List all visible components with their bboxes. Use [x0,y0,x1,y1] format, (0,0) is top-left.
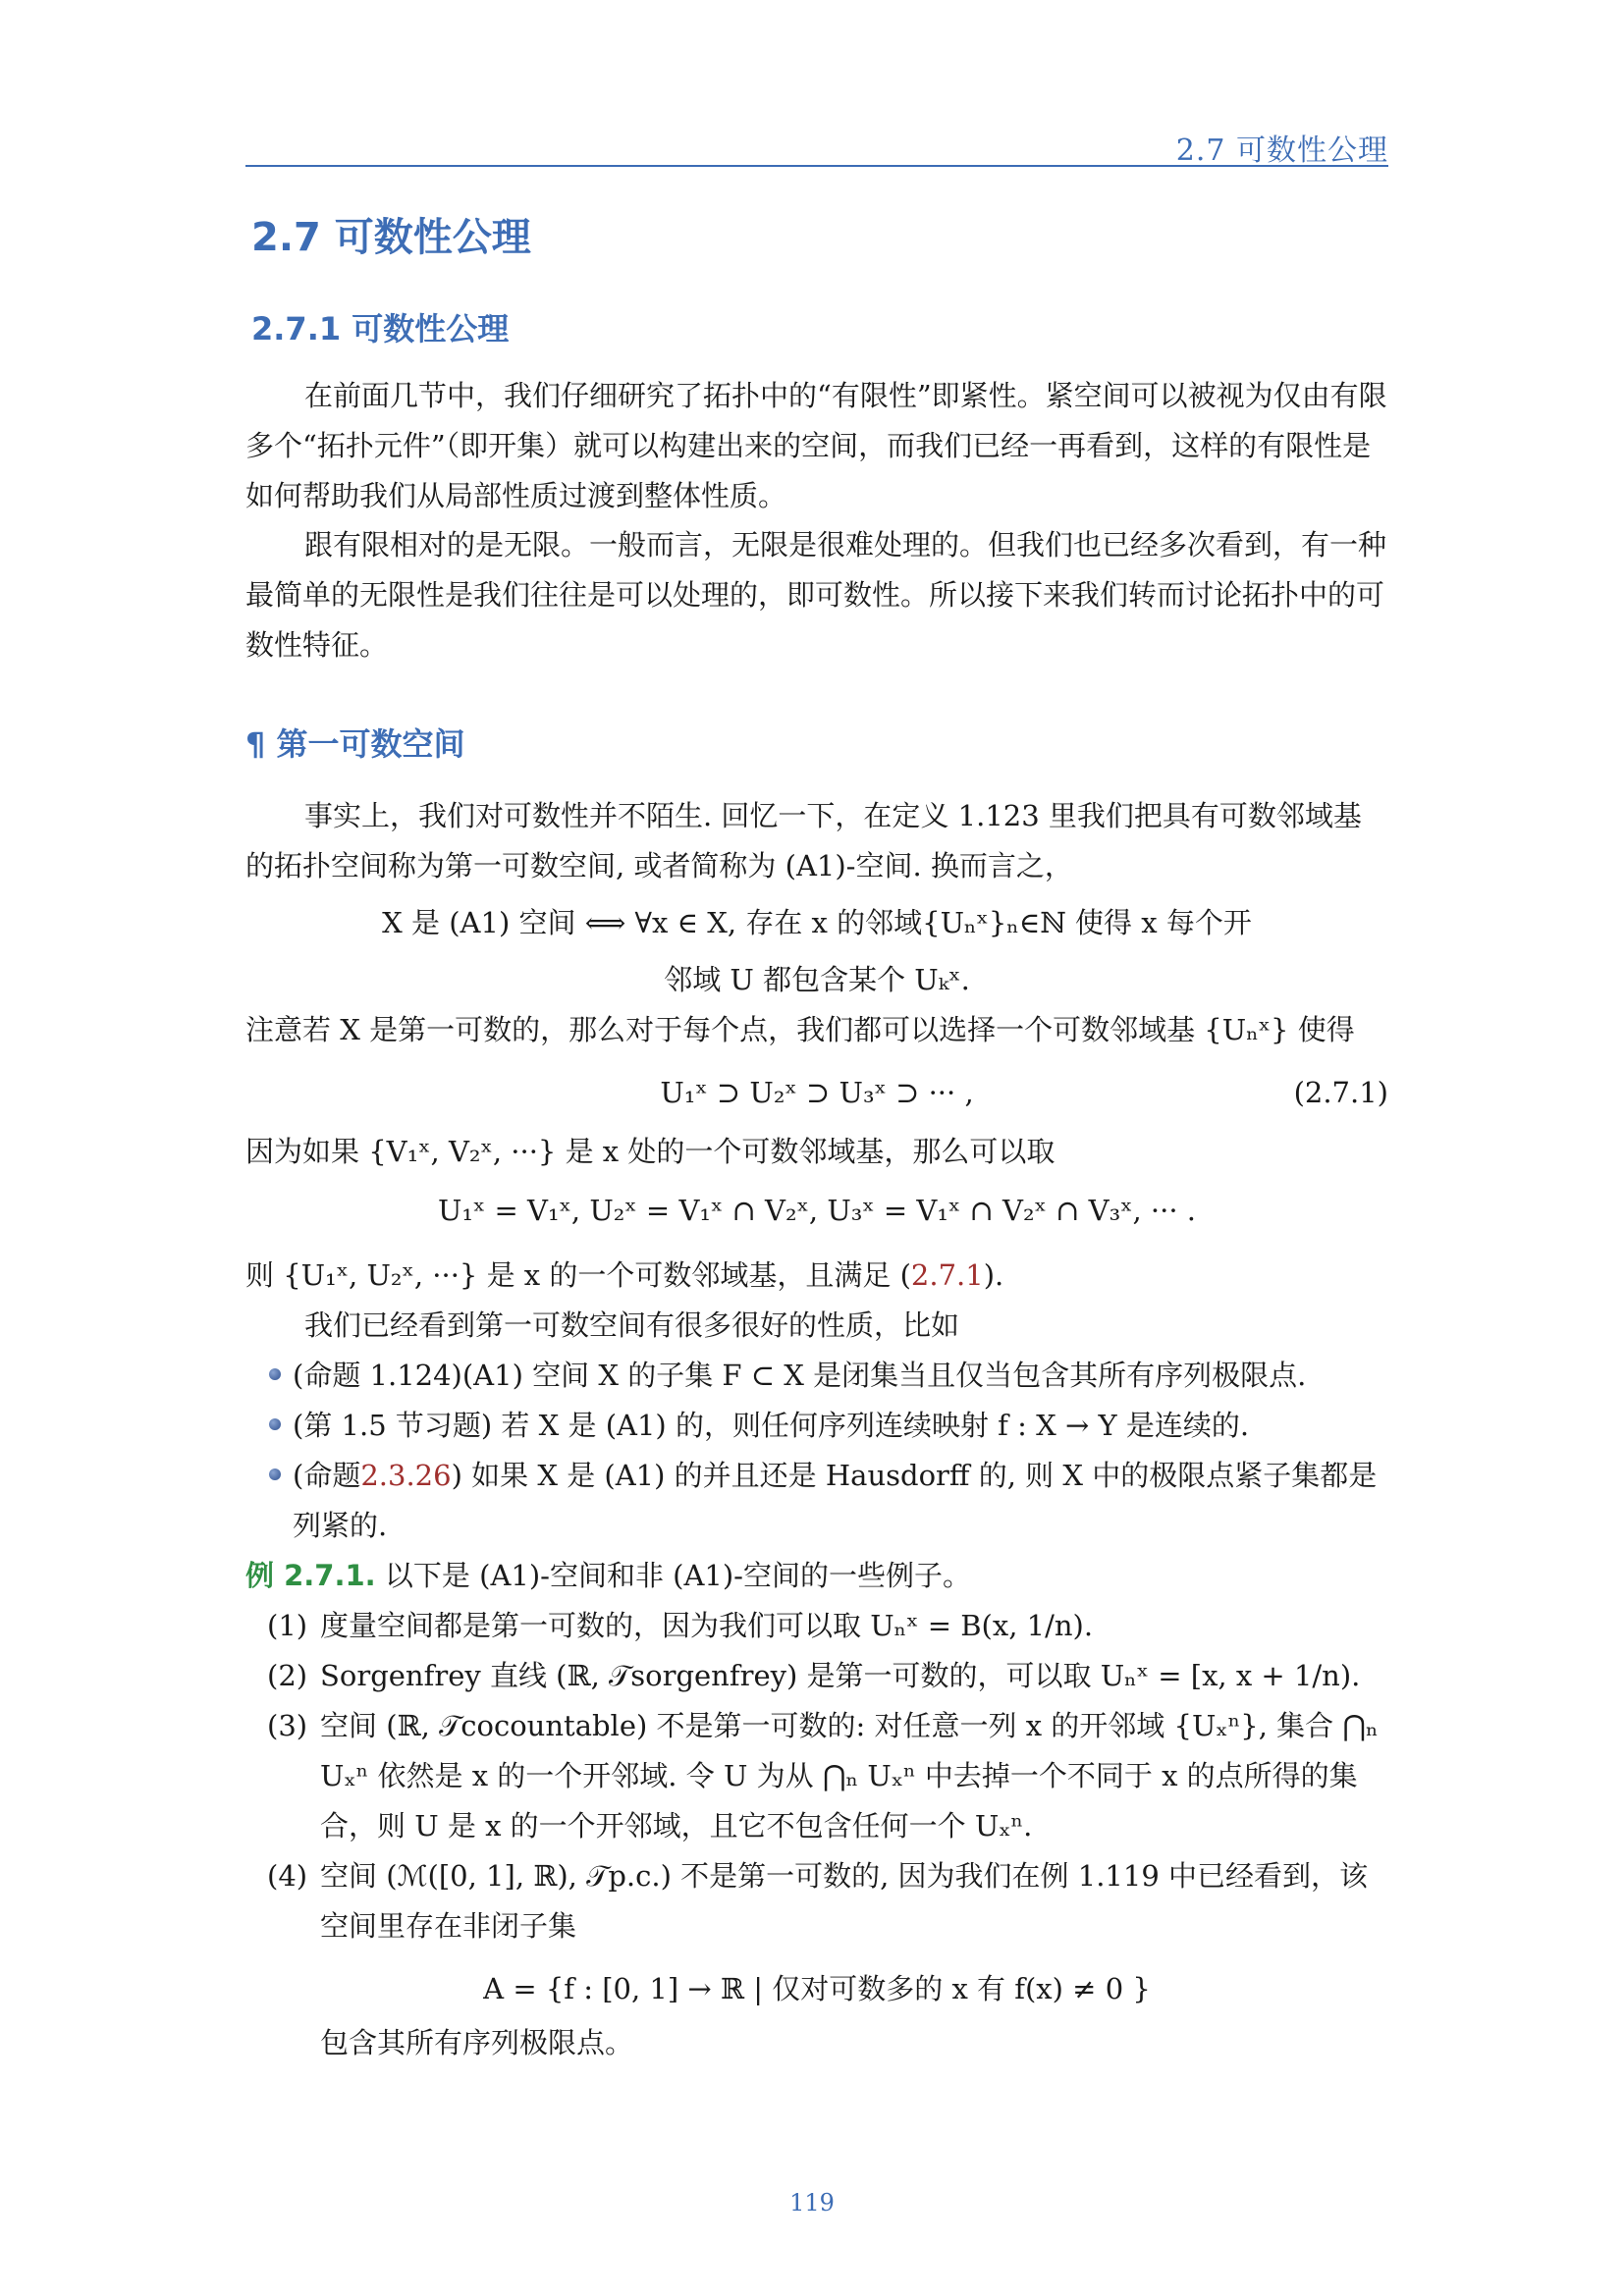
example-item-1 [267,1601,1391,1651]
header-rule [245,165,1388,167]
paragraph-4-text: 则 {U₁ˣ, U₂ˣ, ···} 是 x 的一个可数邻域基，且满足 ( [245,1258,911,1292]
bullet-icon [269,1368,281,1380]
example-closing: 包含其所有序列极限点。 [320,2026,634,2059]
intro-paragraph-1: 在前面几节中，我们仔细研究了拓扑中的“有限性”即紧性。紧空间可以被视为仅由有限多个“拓扑元件”（即开集）就可以构建出来的空间，而我们已经一再看到，这样的有限性是如何帮助我们从局部性质过渡到整体性质。 [245,379,1387,512]
paragraph-4-text-end: ). [983,1258,1004,1292]
item-number: (4) [267,1859,308,1893]
example-heading [245,1551,1388,1601]
first-countable-paragraph-5: 我们已经看到第一可数空间有很多很好的性质，比如 [304,1308,960,1342]
equation-definition-line-2: 邻域 U 都包含某个 Uₖˣ. [664,963,970,996]
first-countable-paragraph-4 [245,1251,1388,1301]
item-text: 空间 (ℳ([0, 1], ℝ), 𝒯p.c.) 不是第一可数的, 因为我们在例 1.119 中已经看到，该空间里存在非闭子集 [320,1859,1368,1943]
item-number: (2) [267,1659,308,1692]
intro-paragraph-2: 跟有限相对的是无限。一般而言，无限是很难处理的。但我们也已经多次看到，有一种最简单的无限性是我们往往是可以处理的，即可数性。所以接下来我们转而讨论拓扑中的可数性特征。 [245,528,1387,662]
example-label: 例 2.7.1. [245,1559,376,1592]
proposition-reference-link[interactable]: 2.3.26 [360,1459,452,1492]
running-head: 2.7 可数性公理 [1175,133,1388,168]
first-countable-paragraph-3: 因为如果 {V₁ˣ, V₂ˣ, ···} 是 x 处的一个可数邻域基，那么可以取 [245,1135,1056,1168]
equation-definition-line-1: X 是 (A1) 空间 ⟺ ∀x ∈ X, 存在 x 的邻域{Uₙˣ}ₙ∈ℕ 使得 x 每个开 [382,906,1252,939]
example-item-2 [267,1651,1391,1701]
bullet-icon [269,1468,281,1480]
example-item-4 [267,1851,1391,1951]
property-bullet-1 [293,1351,1392,1401]
item-number: (1) [267,1609,308,1642]
equation-set-A: A = {f : [0, 1] → ℝ | 仅对可数多的 x 有 f(x) ≠ 0 } [483,1972,1151,2005]
bullet-text: (第 1.5 节习题) 若 X 是 (A1) 的，则任何序列连续映射 f : X → Y 是连续的. [293,1409,1250,1442]
equation-number: (2.7.1) [1293,1076,1388,1109]
equation-construction: U₁ˣ = V₁ˣ, U₂ˣ = V₁ˣ ∩ V₂ˣ, U₃ˣ = V₁ˣ ∩ V₂ˣ ∩ V₃ˣ, ··· . [437,1194,1197,1227]
bullet-text: (命题 [293,1459,361,1492]
subsection-title: 2.7.1 可数性公理 [251,310,510,347]
bullet-icon [269,1418,281,1430]
item-number: (3) [267,1709,308,1742]
section-title: 2.7 可数性公理 [251,215,531,260]
page-number: 119 [789,2189,835,2216]
item-text: Sorgenfrey 直线 (ℝ, 𝒯sorgenfrey) 是第一可数的，可以取 Uₙˣ = [x, x + 1/n). [320,1659,1361,1692]
example-intro: 以下是 (A1)-空间和非 (A1)-空间的一些例子。 [384,1559,971,1592]
paragraph-title-first-countable: ¶ 第一可数空间 [245,725,465,763]
property-bullet-2 [293,1401,1392,1451]
item-text: 度量空间都是第一可数的，因为我们可以取 Uₙˣ = B(x, 1/n). [320,1609,1094,1642]
bullet-text: (命题 1.124)(A1) 空间 X 的子集 F ⊂ X 是闭集当且仅当包含其所有序列极限点. [293,1359,1307,1392]
bullet-text-end: ) 如果 X 是 (A1) 的并且还是 Hausdorff 的, 则 X 中的极限点紧子集都是列紧的. [293,1459,1378,1542]
item-text: 空间 (ℝ, 𝒯cocountable) 不是第一可数的: 对任意一列 x 的开邻域 {Uₓⁿ}, 集合 ⋂ₙ Uₓⁿ 依然是 x 的一个开邻域. 令 U 为从 ⋂ₙ Uₓⁿ 中去掉一个不同于 x 的点所得的集合，则 U 是 x 的一个开邻域，且它不包含任何一个 Uₓⁿ. [320,1709,1379,1842]
first-countable-paragraph-2: 注意若 X 是第一可数的，那么对于每个点，我们都可以选择一个可数邻域基 {Uₙˣ} 使得 [245,1013,1355,1046]
first-countable-paragraph-1: 事实上，我们对可数性并不陌生. 回忆一下，在定义 1.123 里我们把具有可数邻域基的拓扑空间称为第一可数空间, 或者简称为 (A1)-空间. 换而言之， [245,799,1362,882]
example-item-3 [267,1701,1391,1851]
equation-chain: U₁ˣ ⊃ U₂ˣ ⊃ U₃ˣ ⊃ ··· , [660,1076,974,1109]
equation-reference-link[interactable]: 2.7.1 [910,1258,984,1292]
property-bullet-3 [293,1451,1392,1551]
